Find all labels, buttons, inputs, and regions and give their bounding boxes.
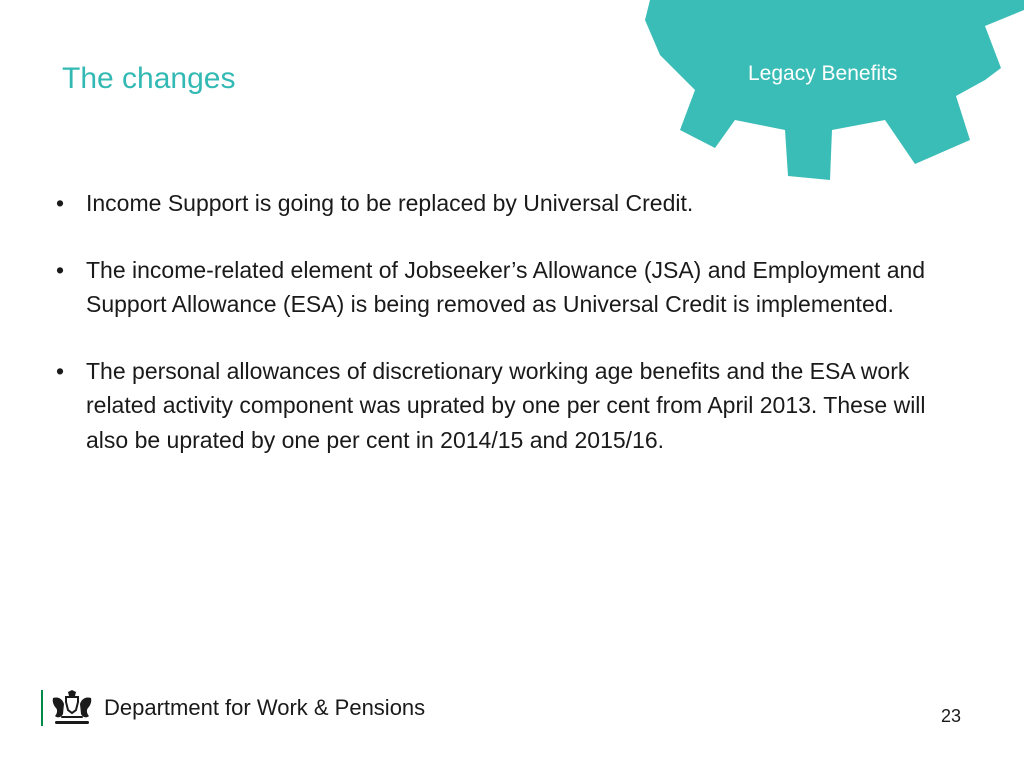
section-label: Legacy Benefits xyxy=(748,62,898,85)
bullet-item xyxy=(54,253,954,322)
bullet-item xyxy=(54,186,954,221)
footer-rule xyxy=(41,690,43,726)
bullet-text: The personal allowances of discretionary working age benefits and the ESA work related activity component was uprated by one per cent from April 2013. These will also be uprated by one per cent in 2014/15 and 2015/16. xyxy=(86,357,926,453)
department-name: Department for Work & Pensions xyxy=(104,695,426,720)
bullet-text: The income-related element of Jobseeker’s Allowance (JSA) and Employment and Support Allowance (ESA) is being removed as Universal Credit is implemented. xyxy=(86,256,926,317)
bullet-dot: • xyxy=(56,190,65,216)
slide-title: The changes xyxy=(62,62,236,95)
bullet-list xyxy=(54,186,954,489)
bullet-dot: • xyxy=(56,357,65,384)
gear-shape xyxy=(640,0,1024,180)
bullet-dot: • xyxy=(56,256,65,283)
page-number: 23 xyxy=(941,706,962,726)
royal-coat-of-arms-icon xyxy=(51,690,93,728)
bullet-item xyxy=(54,354,954,458)
bullet-text: Income Support is going to be replaced by Universal Credit. xyxy=(86,190,694,216)
